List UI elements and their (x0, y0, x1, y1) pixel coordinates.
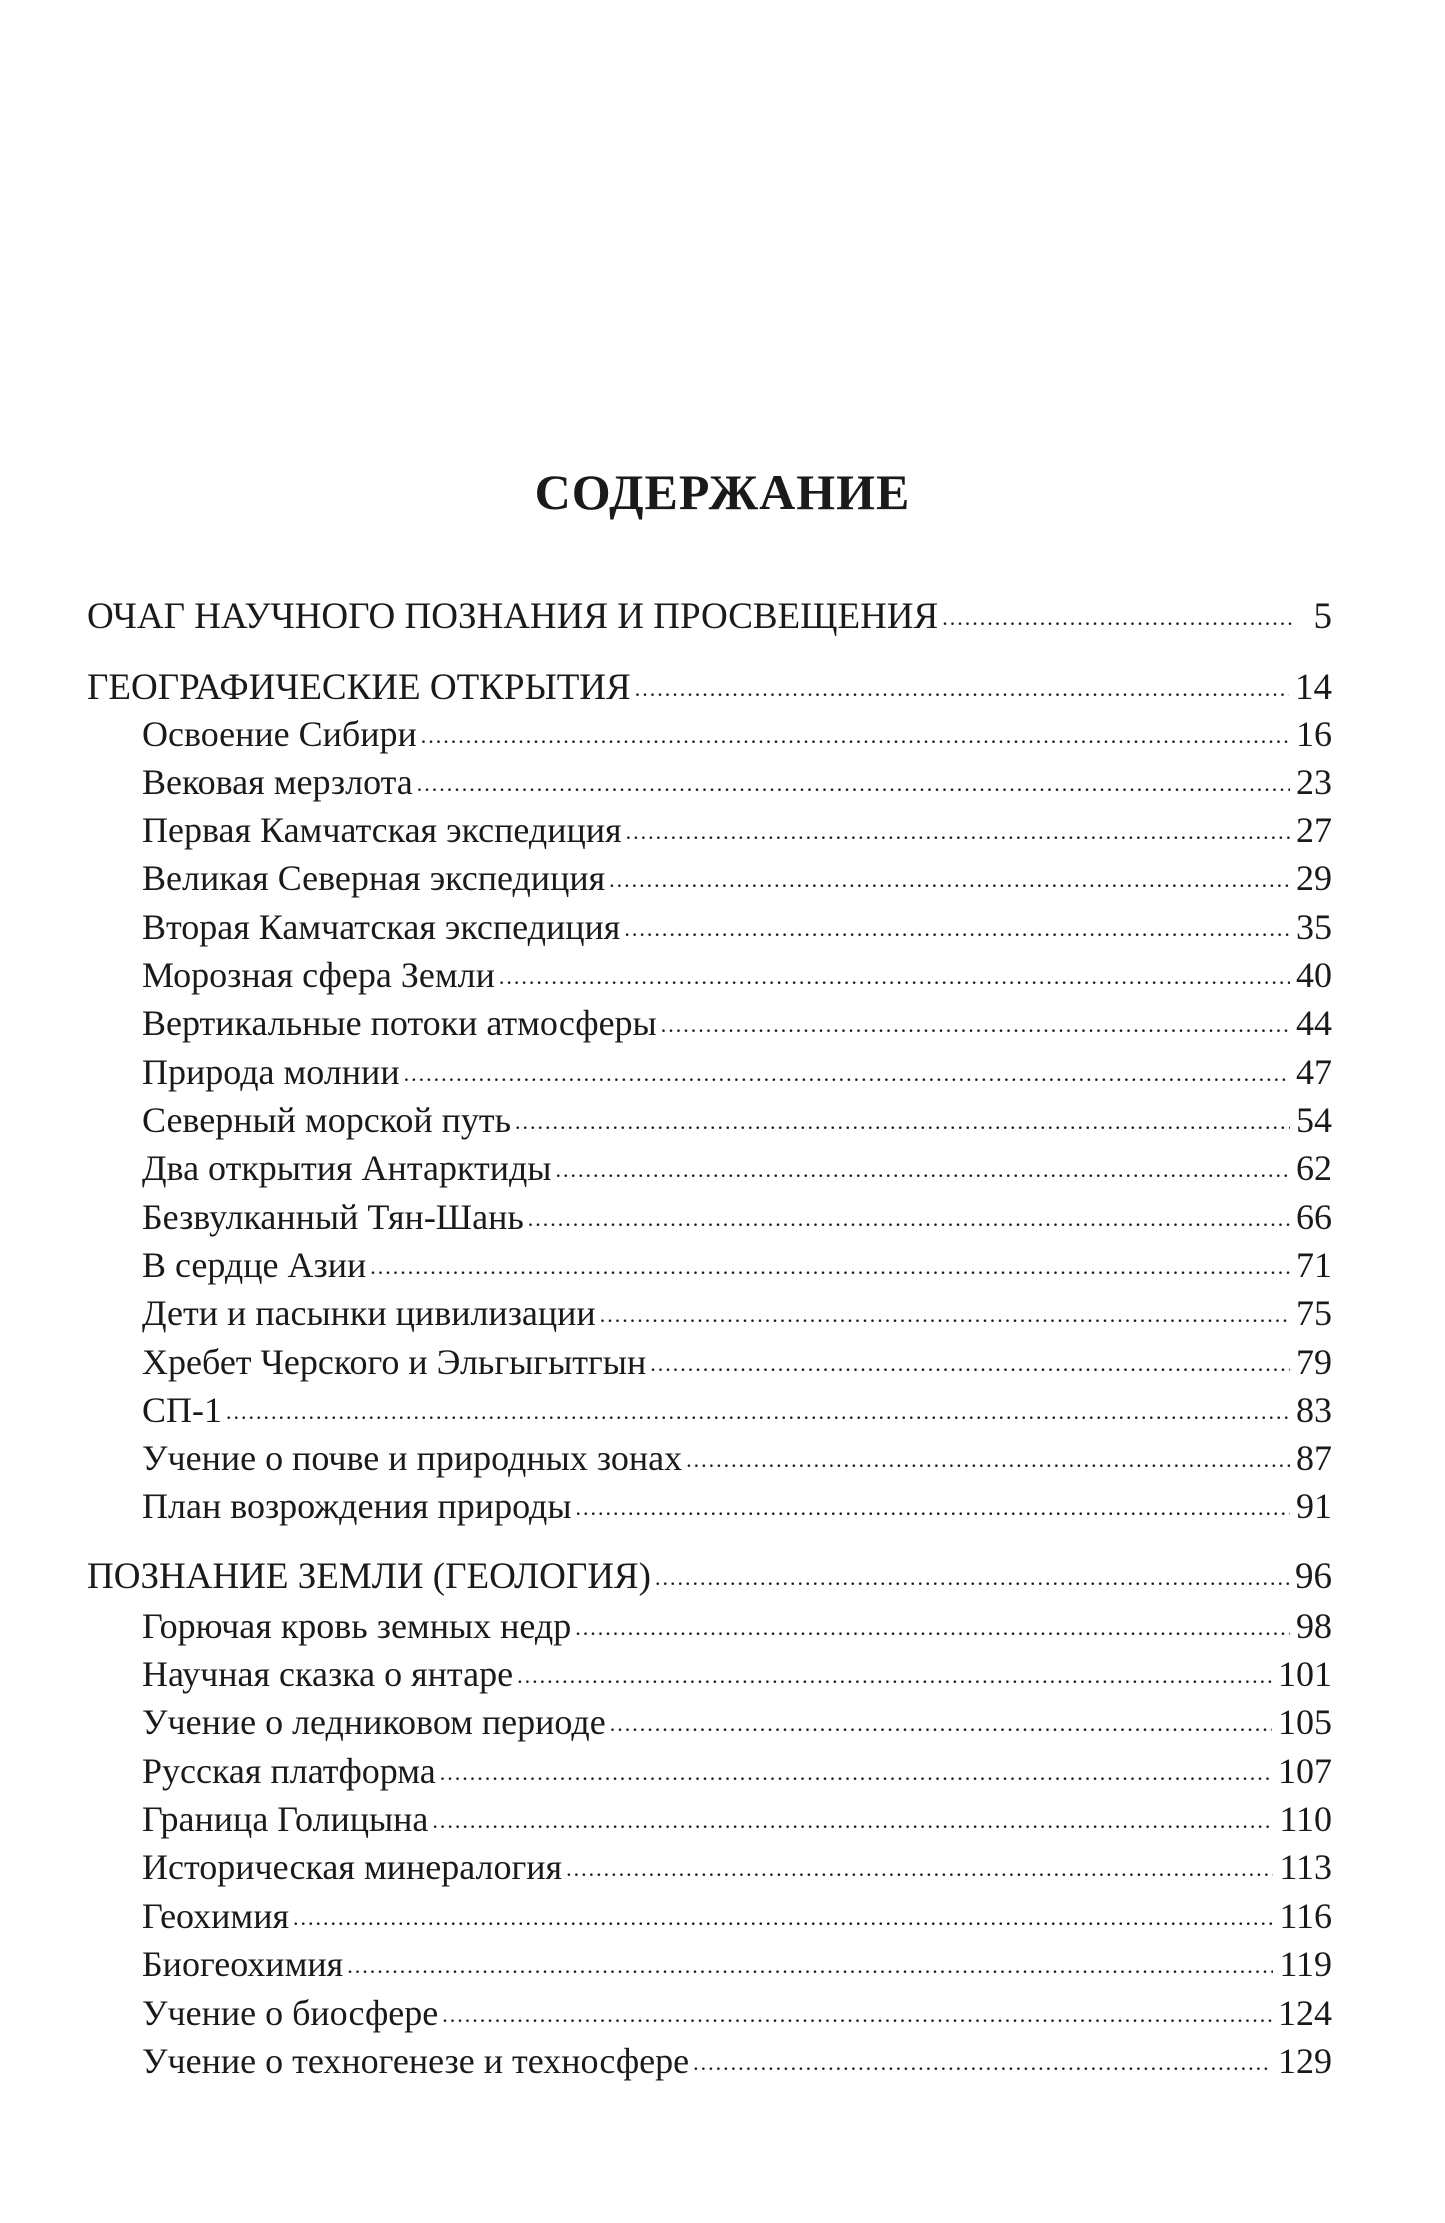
toc-entry (142, 1845, 1332, 1889)
toc-page-number: 79 (1296, 1342, 1332, 1382)
toc-section-entry (87, 666, 1332, 710)
toc-entry (142, 808, 1332, 852)
toc-entry-title: Историческая минералогия (142, 1847, 563, 1887)
toc-page-number: 62 (1296, 1148, 1332, 1188)
toc-entry-title: В сердце Азии (142, 1245, 367, 1285)
toc-page-number: 129 (1278, 2041, 1332, 2081)
toc-entry (142, 1340, 1332, 1384)
toc-page-number: 87 (1296, 1438, 1332, 1478)
toc-entry (142, 905, 1332, 949)
toc-page-number: 96 (1295, 1556, 1332, 1597)
toc-entry-title: ОЧАГ НАУЧНОГО ПОЗНАНИЯ И ПРОСВЕЩЕНИЯ (87, 596, 939, 637)
toc-entry (142, 760, 1332, 804)
dot-leader (432, 1799, 1273, 1843)
toc-entry-title: Первая Камчатская экспедиция (142, 810, 622, 850)
dot-leader (600, 1293, 1290, 1337)
toc-entry-title: Природа молнии (142, 1052, 400, 1092)
toc-entry (142, 1098, 1332, 1142)
toc-entry-title: Учение о биосфере (142, 1993, 439, 2033)
toc-entry-title: Дети и пасынки цивилизации (142, 1293, 596, 1333)
toc-entry (142, 953, 1332, 997)
toc-entry-title: Морозная сфера Земли (142, 955, 495, 995)
toc-page-number: 113 (1279, 1847, 1332, 1887)
toc-entry-title: Русская платформа (142, 1751, 436, 1791)
dot-leader (650, 1342, 1290, 1386)
dot-leader (624, 907, 1290, 951)
toc-entry-title: План возрождения природы (142, 1486, 572, 1526)
toc-entry-title: Учение о ледниковом периоде (142, 1702, 606, 1742)
toc-entry (142, 1700, 1332, 1744)
dot-leader (517, 1654, 1272, 1698)
dot-leader (575, 1606, 1290, 1650)
dot-leader (404, 1052, 1290, 1096)
toc-page-number: 35 (1296, 907, 1332, 947)
dot-leader (528, 1197, 1290, 1241)
toc-entry-title: Вертикальные потоки атмосферы (142, 1003, 657, 1043)
toc-entry-title: Освоение Сибири (142, 714, 417, 754)
toc-page-number: 71 (1296, 1245, 1332, 1285)
toc-entry (142, 2039, 1332, 2083)
toc-page-number: 75 (1296, 1293, 1332, 1333)
toc-entry-title: СП-1 (142, 1390, 222, 1430)
dot-leader (499, 955, 1290, 999)
toc-page-number: 107 (1278, 1751, 1332, 1791)
toc-entry (142, 1652, 1332, 1696)
toc-entry (142, 1195, 1332, 1239)
toc-entry (142, 1001, 1332, 1045)
toc-entry (142, 1050, 1332, 1094)
dot-leader (417, 762, 1290, 806)
page-title: СОДЕРЖАНИЕ (534, 464, 911, 520)
toc-entry (142, 1894, 1332, 1938)
toc-entry (142, 1291, 1332, 1335)
toc-page-number: 101 (1278, 1654, 1332, 1694)
toc-entry-title: Северный морской путь (142, 1100, 512, 1140)
toc-entry (142, 1797, 1332, 1841)
toc-page-number: 91 (1296, 1486, 1332, 1526)
toc-page-number: 124 (1278, 1993, 1332, 2033)
toc-page-number: 29 (1296, 858, 1332, 898)
dot-leader (515, 1100, 1290, 1144)
toc-page-number: 98 (1296, 1606, 1332, 1646)
toc-entry-title: Научная сказка о янтаре (142, 1654, 514, 1694)
toc-page-number: 47 (1296, 1052, 1332, 1092)
toc-page-number: 66 (1296, 1197, 1332, 1237)
toc-entry (142, 1243, 1332, 1287)
toc-page-number: 16 (1296, 714, 1332, 754)
toc-entry-title: Два открытия Антарктиды (142, 1148, 552, 1188)
toc-entry-title: Биогеохимия (142, 1944, 344, 1984)
dot-leader (226, 1390, 1290, 1434)
toc-entry-title: Учение о техногенезе и техносфере (142, 2041, 690, 2081)
dot-leader (293, 1896, 1273, 1940)
toc-page-number: 119 (1279, 1944, 1332, 1984)
toc-entry-title: Учение о почве и природных зонах (142, 1438, 683, 1478)
toc-page-number: 27 (1296, 810, 1332, 850)
toc-page-number: 116 (1279, 1896, 1332, 1936)
toc-entry (142, 1388, 1332, 1432)
dot-leader (347, 1944, 1273, 1988)
toc-entry-title: Хребет Черского и Эльгыгытгын (142, 1342, 647, 1382)
dot-leader (555, 1148, 1290, 1192)
toc-entry-title: Вторая Камчатская экспедиция (142, 907, 621, 947)
toc-entry (142, 1604, 1332, 1648)
dot-leader (576, 1486, 1290, 1530)
toc-page-number: 14 (1295, 667, 1332, 708)
toc-page-number: 44 (1296, 1003, 1332, 1043)
toc-entry-title: Горючая кровь земных недр (142, 1606, 572, 1646)
toc-entry (142, 1749, 1332, 1793)
dot-leader (421, 714, 1290, 758)
dot-leader (609, 858, 1290, 902)
toc-entry (142, 856, 1332, 900)
dot-leader (942, 596, 1292, 640)
dot-leader (693, 2041, 1272, 2085)
dot-leader (655, 1556, 1289, 1600)
dot-leader (626, 810, 1290, 854)
toc-entry-title: Граница Голицына (142, 1799, 429, 1839)
toc-entry-title: Вековая мерзлота (142, 762, 413, 802)
toc-entry (142, 1146, 1332, 1190)
toc-page-number: 83 (1296, 1390, 1332, 1430)
toc-entry-title: Геохимия (142, 1896, 290, 1936)
toc-entry-title: ГЕОГРАФИЧЕСКИЕ ОТКРЫТИЯ (87, 667, 631, 708)
dot-leader (566, 1847, 1273, 1891)
toc-entry-title: Безвулканный Тян-Шань (142, 1197, 524, 1237)
toc-entry (142, 1436, 1332, 1480)
toc-page-number: 23 (1296, 762, 1332, 802)
toc-entry (142, 1484, 1332, 1528)
toc-section-entry (87, 595, 1332, 639)
toc-page-number: 105 (1278, 1702, 1332, 1742)
toc-entry-title: Великая Северная экспедиция (142, 858, 606, 898)
toc-entry-title: ПОЗНАНИЕ ЗЕМЛИ (ГЕОЛОГИЯ) (87, 1556, 651, 1597)
dot-leader (440, 1751, 1272, 1795)
toc-page-number: 54 (1296, 1100, 1332, 1140)
dot-leader (686, 1438, 1290, 1482)
toc-page-number: 5 (1313, 596, 1332, 637)
dot-leader (635, 667, 1289, 711)
dot-leader (661, 1003, 1290, 1047)
toc-page-number: 110 (1279, 1799, 1332, 1839)
toc-entry (142, 1942, 1332, 1986)
toc-section-entry (87, 1555, 1332, 1599)
toc-entry (142, 712, 1332, 756)
dot-leader (442, 1993, 1272, 2037)
toc-page-number: 40 (1296, 955, 1332, 995)
dot-leader (370, 1245, 1290, 1289)
toc-entry (142, 1991, 1332, 2035)
dot-leader (610, 1702, 1272, 1746)
